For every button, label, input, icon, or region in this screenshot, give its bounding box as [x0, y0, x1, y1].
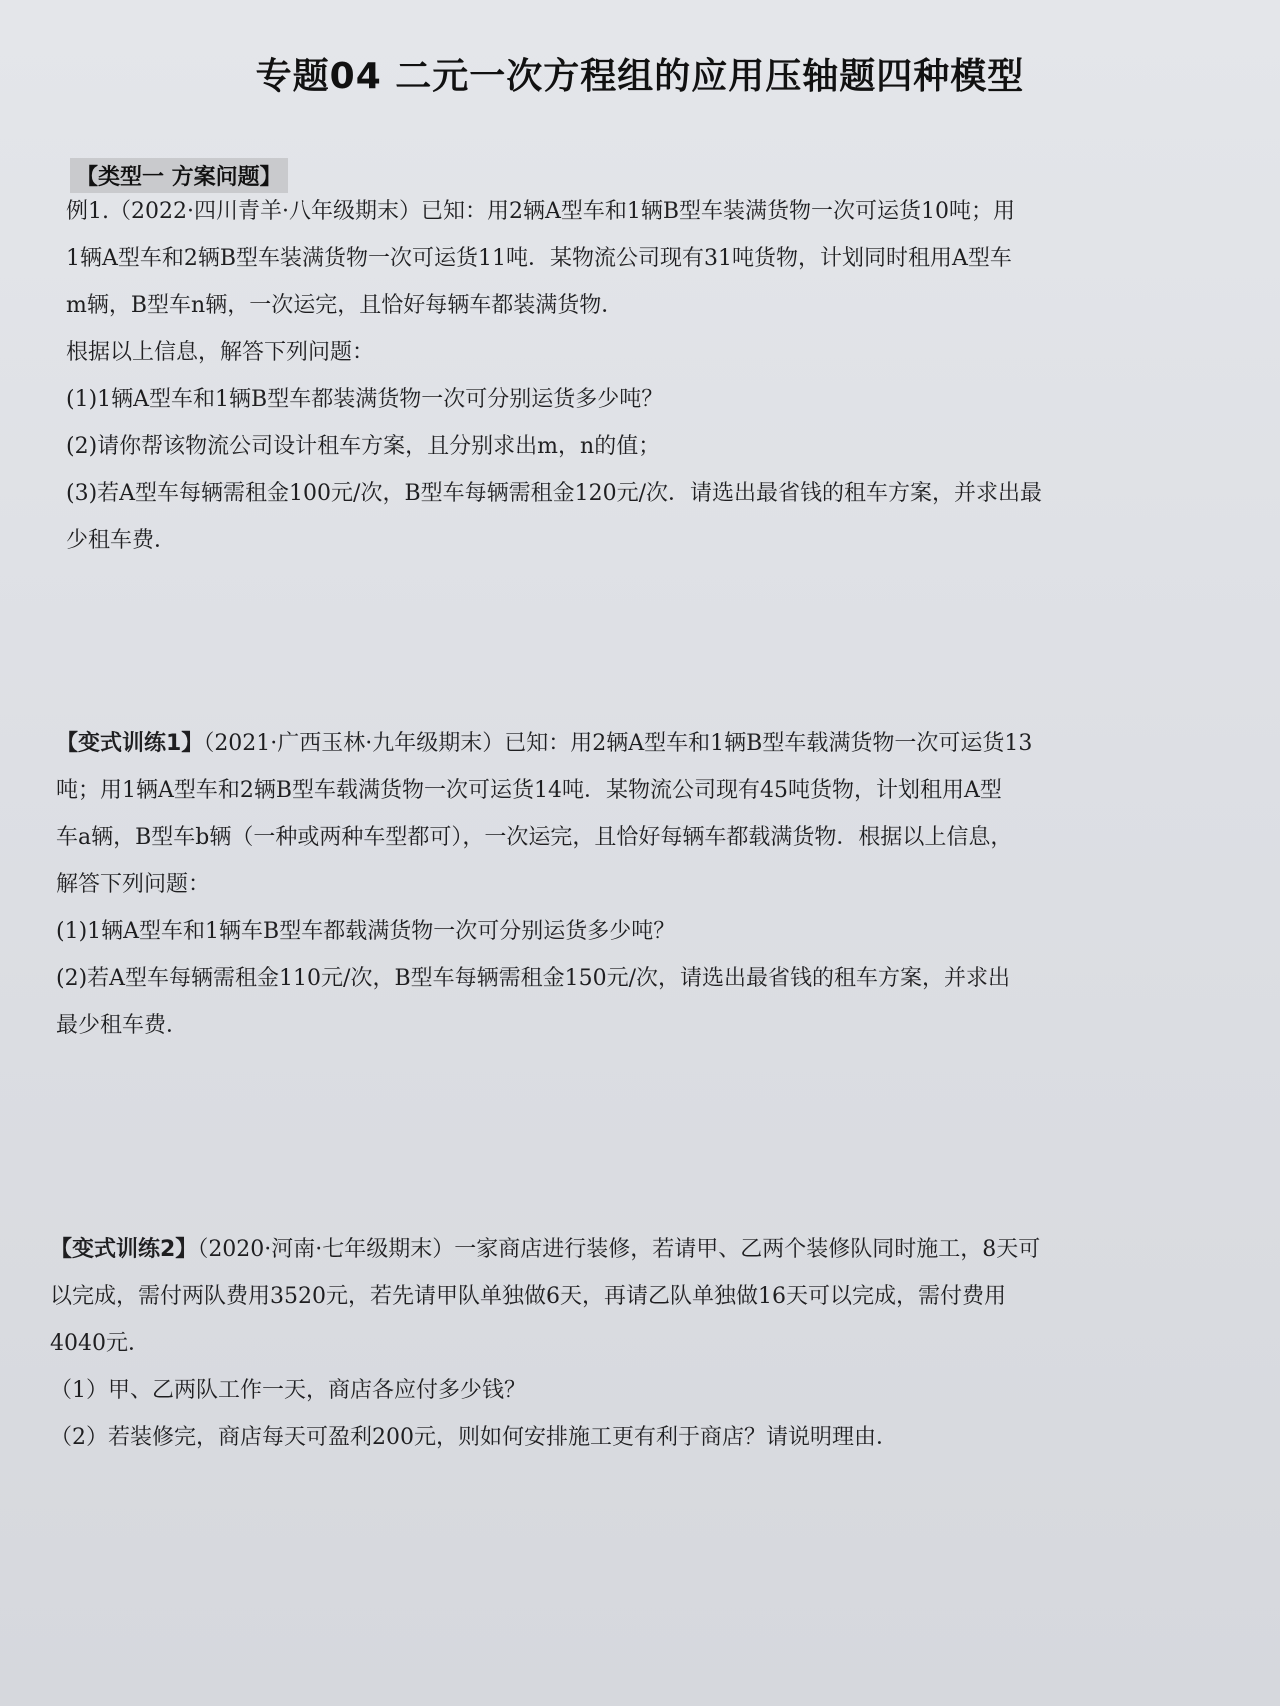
variant-1-text: （2021·广西玉林·九年级期末）已知：用2辆A型车和1辆B型车载满货物一次可运货13: [203, 731, 1033, 756]
variant-2: [50, 1226, 1210, 1461]
variant-1: [56, 720, 1206, 1049]
variant-1-line: 车a辆，B型车b辆（一种或两种车型都可），一次运完，且恰好每辆车都载满货物．根据以上信息，: [56, 825, 1013, 850]
example-1-question-2: (2)请你帮该物流公司设计租车方案，且分别求出m，n的值；: [66, 434, 661, 459]
example-1: [66, 188, 1206, 564]
variant-1-question-1: (1)1辆A型车和1辆车B型车都载满货物一次可分别运货多少吨？: [56, 919, 676, 944]
section-tag: 【类型一 方案问题】: [70, 158, 288, 193]
variant-2-line: 以完成，需付两队费用3520元，若先请甲队单独做6天，再请乙队单独做16天可以完成，需付费用: [50, 1284, 1006, 1309]
variant-1-line: 吨；用1辆A型车和2辆B型车载满货物一次可运货14吨．某物流公司现有45吨货物，计划租用A型: [56, 778, 1002, 803]
variant-2-question-1: （1）甲、乙两队工作一天，商店各应付多少钱？: [50, 1378, 526, 1403]
variant-2-text: （2020·河南·七年级期末）一家商店进行装修，若请甲、乙两个装修队同时施工，8天可: [197, 1237, 1041, 1262]
variant-1-question-2: (2)若A型车每辆需租金110元/次，B型车每辆需租金150元/次，请选出最省钱的租车方案，并求出: [56, 966, 1011, 991]
example-1-question-3: (3)若A型车每辆需租金100元/次，B型车每辆需租金120元/次．请选出最省钱的租车方案，并求出最: [66, 481, 1043, 506]
variant-2-line: 4040元．: [50, 1331, 150, 1356]
example-1-question-3-cont: 少租车费．: [66, 528, 177, 553]
variant-1-line: [56, 720, 1206, 767]
variant-2-question-2: （2）若装修完，商店每天可盈利200元，则如何安排施工更有利于商店？请说明理由．: [50, 1425, 898, 1450]
variant-1-line: 解答下列问题：: [56, 872, 211, 897]
variant-1-label: 【变式训练1】: [56, 731, 204, 756]
example-1-line: 例1.（2022·四川青羊·八年级期末）已知：用2辆A型车和1辆B型车装满货物一次可运货10吨；用: [66, 199, 1016, 224]
document-title: 专题04 二元一次方程组的应用压轴题四种模型: [255, 56, 1025, 97]
example-1-question-1: (1)1辆A型车和1辆B型车都装满货物一次可分别运货多少吨？: [66, 387, 664, 412]
example-1-line: 1辆A型车和2辆B型车装满货物一次可运货11吨．某物流公司现有31吨货物，计划同时租用A型车: [66, 246, 1012, 271]
example-1-line: m辆，B型车n辆，一次运完，且恰好每辆车都装满货物．: [66, 293, 624, 318]
variant-2-line: [50, 1226, 1210, 1273]
variant-2-label: 【变式训练2】: [50, 1237, 198, 1262]
variant-1-question-2-cont: 最少租车费．: [56, 1013, 189, 1038]
example-1-line: 根据以上信息，解答下列问题：: [66, 340, 375, 365]
